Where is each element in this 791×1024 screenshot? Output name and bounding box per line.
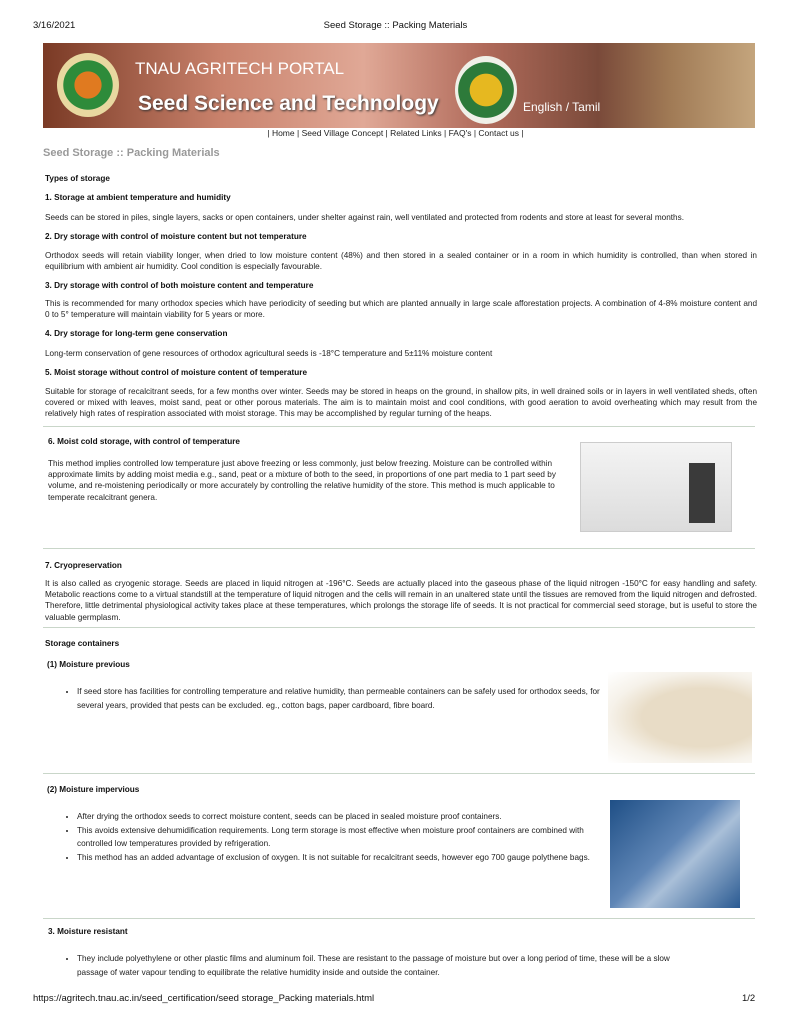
tnau-logo	[57, 53, 119, 117]
page-title: Seed Storage :: Packing Materials	[43, 147, 220, 159]
print-date: 3/16/2021	[33, 20, 76, 31]
container-title: 3. Moisture resistant	[48, 927, 128, 936]
container-list	[45, 810, 607, 864]
list-item: • If seed store has facilities for controlling temperature and relative humidity, than permeable containers can be safely used for orthodox seeds, for several years, provided that pests can be excluded. eg., cotton bags, paper cardboard, fibre board.	[77, 685, 607, 712]
list-item: • This avoids extensive dehumidification requirements. Long term storage is most effective when moisture proof containers are combined with controlled low temperatures provided by refrigeration.	[77, 824, 607, 851]
tamilnadu-emblem	[455, 56, 517, 124]
nav-contact[interactable]: Contact us |	[478, 128, 524, 138]
divider	[43, 773, 755, 774]
section-text: It is also called as cryogenic storage. Seeds are placed in liquid nitrogen at -196°C. Seeds are actually placed into the gaseous phase of the liquid nitrogen -150°C for easy handling and safety. Metabolic reactions come to a virtual standstill at the temperature of liquid nitrogen and the cells will remain in an unaltered state until the tissues are removed from the liquid nitrogen and defrosted. Therefore, little detrimental physiological activity takes place at these temperatures, which prolongs the storage life of seeds. It is not practical for commercial seed storage, but is useful to store the valuable germplasm.	[45, 579, 757, 622]
language-switch[interactable]: English / Tamil	[523, 100, 601, 114]
list-item: • This method has an added advantage of exclusion of oxygen. It is not suitable for recalcitrant seeds, however ego 700 gauge polythene bags.	[77, 851, 607, 865]
section-title: 7. Cryopreservation	[45, 561, 122, 570]
nav-faqs[interactable]: FAQ's |	[448, 128, 477, 138]
divider	[43, 918, 755, 919]
section-title: 4. Dry storage for long-term gene conservation	[45, 329, 228, 338]
container-title: (2) Moisture impervious	[47, 785, 140, 794]
divider	[43, 426, 755, 427]
section-title: 6. Moist cold storage, with control of temperature	[48, 437, 240, 446]
section-title: 2. Dry storage with control of moisture content but not temperature	[45, 232, 307, 241]
container-list	[45, 685, 607, 712]
page-number: 1/2	[742, 993, 756, 1004]
cold-storage-room-image	[580, 442, 732, 532]
nav-seed-village[interactable]: Seed Village Concept |	[301, 128, 388, 138]
section-title: 5. Moist storage without control of moisture content of temperature	[45, 368, 308, 377]
section-text: Suitable for storage of recalcitrant seeds, for a few months over winter. Seeds may be stored in heaps on the ground, in shallow pits, in well drained soils or in layers in well ventilated sheds, often covered or mixed with leaves, moist sand, peat or other porous materials. The aim is to maintain moist and cool conditions, with good aeration to avoid overheating which may result from the relatively high rates of respiration associated with moist storage. This may be accomplished by regular turning of the heaps.	[45, 387, 757, 419]
banner	[43, 43, 755, 128]
cotton-bags-image	[608, 672, 752, 763]
container-title: (1) Moisture previous	[47, 660, 130, 669]
section-text: Long-term conservation of gene resources of orthodox agricultural seeds is -18°C temperature and 5±11% moisture content	[45, 349, 493, 358]
divider	[43, 627, 755, 628]
divider	[43, 548, 755, 549]
nav-related-links[interactable]: Related Links |	[390, 128, 447, 138]
section-text: This method implies controlled low temperature just above freezing or less commonly, just below freezing. Moisture can be controlled within approximate limits by adding moist media e.g., sand, peat or a mixture of both to the seed, in proportions of one part media to 1 part seed by volume, and re-moistening periodically or more accurately by controlling the relative humidity of the store. This method is much applicable to temperate recalcitrant genera.	[48, 459, 556, 502]
section-title: 3. Dry storage with control of both moisture content and temperature	[45, 281, 314, 290]
nav-bar	[0, 128, 791, 138]
nav-home[interactable]: | Home |	[267, 128, 300, 138]
section-text: Seeds can be stored in piles, single layers, sacks or open containers, under shelter against rain, well ventilated and protected from rodents and store at least for several months.	[45, 213, 684, 222]
polythene-bags-image	[610, 800, 740, 908]
print-title: Seed Storage :: Packing Materials	[323, 20, 468, 31]
section-text: This is recommended for many orthodox species which have periodicity of seeding but which are planted annually in large scale afforestation projects. A combination of 4-8% moisture content and 0 to 5° temperature will maintain viability for 5 years or more.	[45, 299, 757, 320]
list-item: • After drying the orthodox seeds to correct moisture content, seeds can be placed in sealed moisture proof containers.	[77, 810, 607, 824]
site-title: Seed Science and Technology	[138, 92, 439, 115]
open-door	[689, 463, 715, 523]
list-item: • They include polyethylene or other plastic films and aluminum foil. These are resistant to the passage of moisture but over a long period of time, these will be a slow passage of water vapour tending to equilibrate the relative humidity inside and outside the container.	[77, 952, 677, 979]
container-list	[45, 952, 677, 979]
section-title: 1. Storage at ambient temperature and humidity	[45, 193, 231, 202]
types-heading: Types of storage	[45, 174, 110, 183]
containers-heading: Storage containers	[45, 639, 120, 648]
section-text: Orthodox seeds will retain viability longer, when dried to low moisture content (48%) and then stored in a sealed container or in a room in which humidity is controlled, than when stored in equilibrium with ambient air humidity. Cool condition is especially favourable.	[45, 251, 757, 272]
print-url: https://agritech.tnau.ac.in/seed_certification/seed storage_Packing materials.html	[33, 993, 375, 1004]
portal-name: TNAU AGRITECH PORTAL	[135, 59, 345, 78]
